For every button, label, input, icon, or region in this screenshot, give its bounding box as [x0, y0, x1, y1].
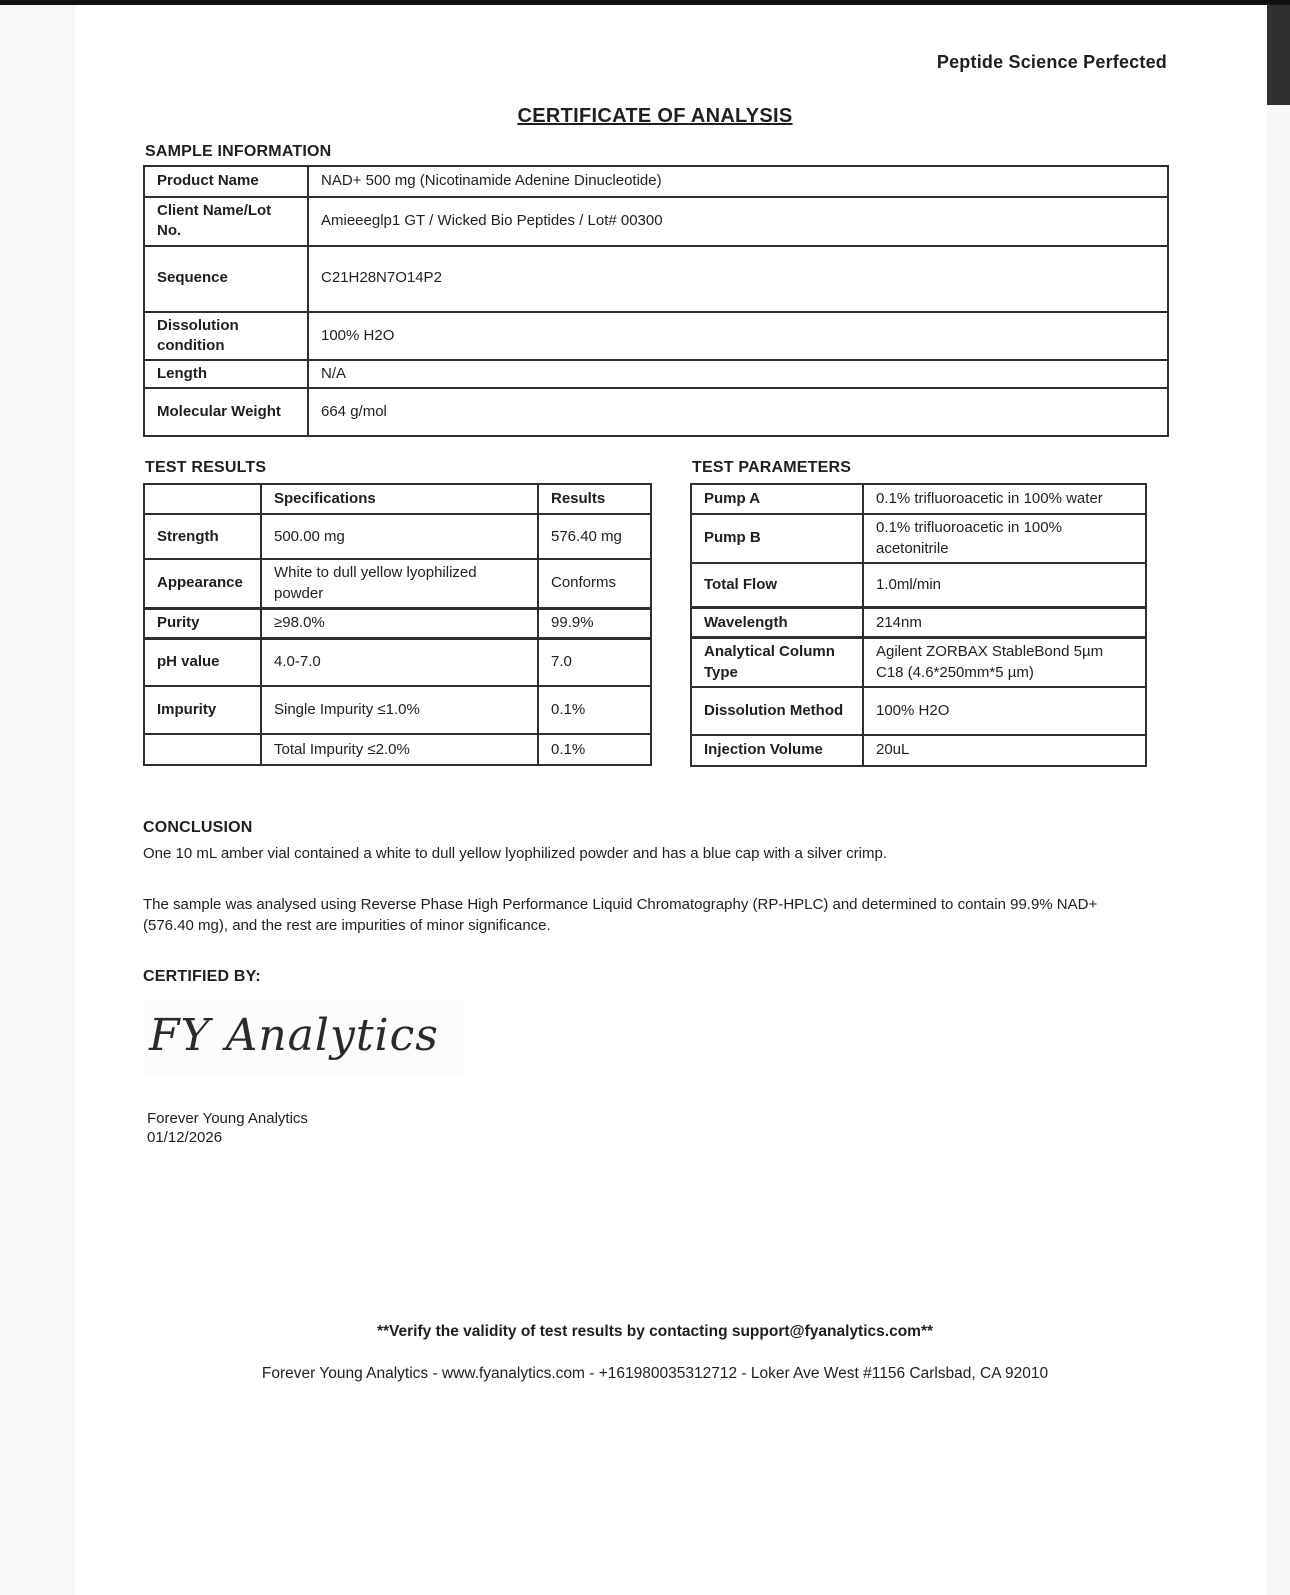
row-label: Molecular Weight — [144, 388, 308, 436]
table-row — [144, 312, 1168, 361]
signature-image: FY Analytics — [145, 1000, 463, 1075]
brand-tagline: Peptide Science Perfected — [936, 52, 1167, 72]
result-cell: 99.9% — [538, 608, 651, 638]
table-row — [144, 608, 651, 638]
table-row — [144, 388, 1168, 436]
sample-information-heading: SAMPLE INFORMATION — [145, 143, 332, 160]
scan-edge-corner — [1267, 5, 1290, 105]
row-label: Total Flow — [691, 563, 863, 608]
table-row — [144, 514, 651, 559]
spec-cell: White to dull yellow lyophilized powder — [261, 559, 538, 608]
row-label: Appearance — [144, 559, 261, 608]
row-value: NAD+ 500 mg (Nicotinamide Adenine Dinucleotide) — [308, 166, 1168, 197]
table-row — [144, 734, 651, 765]
row-label: Purity — [144, 608, 261, 638]
footer-verify-note: **Verify the validity of test results by contacting support@fyanalytics.com** — [376, 1322, 934, 1340]
document-title: CERTIFICATE OF ANALYSIS — [517, 105, 793, 127]
row-label: Impurity — [144, 686, 261, 734]
table-row — [691, 735, 1146, 766]
spec-cell: ≥98.0% — [261, 608, 538, 638]
document-content — [143, 0, 1167, 1383]
row-label: Strength — [144, 514, 261, 559]
spec-cell: Single Impurity ≤1.0% — [261, 686, 538, 734]
row-value: 20uL — [863, 735, 1146, 766]
row-label: Dissolution Method — [691, 687, 863, 735]
result-cell: 576.40 mg — [538, 514, 651, 559]
table-row — [144, 197, 1168, 246]
conclusion-heading: CONCLUSION — [143, 818, 253, 836]
conclusion-section — [143, 819, 1167, 936]
table-header-row — [144, 484, 651, 514]
table-row — [144, 360, 1168, 388]
test-results-block — [143, 459, 650, 767]
header-empty-cell — [144, 484, 261, 514]
row-value: C21H28N7O14P2 — [308, 246, 1168, 312]
test-results-heading: TEST RESULTS — [145, 459, 267, 477]
table-row — [691, 514, 1146, 563]
row-value: 664 g/mol — [308, 388, 1168, 436]
row-value: 100% H2O — [863, 687, 1146, 735]
row-value: Amieeeglp1 GT / Wicked Bio Peptides / Lot# 00300 — [308, 197, 1168, 246]
spec-cell: 500.00 mg — [261, 514, 538, 559]
row-label: Pump A — [691, 484, 863, 514]
signer-company: Forever Young Analytics — [147, 1109, 308, 1127]
conclusion-paragraph: The sample was analysed using Reverse Phase High Performance Liquid Chromatography (RP-HPLC) and determined to contain 99.9% NAD+ (576.40 mg), and the rest are impurities of minor significance. — [143, 895, 1098, 934]
sample-information-table — [143, 165, 1169, 437]
certified-by-heading: CERTIFIED BY: — [143, 967, 261, 985]
column-header: Results — [538, 484, 651, 514]
table-row — [691, 638, 1146, 687]
signer-block — [147, 1109, 1167, 1148]
result-cell: 0.1% — [538, 686, 651, 734]
row-value: Agilent ZORBAX StableBond 5µm C18 (4.6*250mm*5 µm) — [863, 638, 1146, 687]
table-row — [691, 484, 1146, 514]
table-row — [144, 638, 651, 686]
table-row — [144, 166, 1168, 197]
test-section — [143, 459, 1167, 767]
scan-edge-left — [0, 5, 75, 1595]
row-label: Wavelength — [691, 608, 863, 638]
table-row — [691, 687, 1146, 735]
row-label: Sequence — [144, 246, 308, 312]
row-label: Injection Volume — [691, 735, 863, 766]
footer-contact-line: Forever Young Analytics - www.fyanalytics.com - +161980035312712 - Loker Ave West #1156 Carlsbad, CA 92010 — [261, 1364, 1049, 1382]
row-label: Product Name — [144, 166, 308, 197]
row-value: N/A — [308, 360, 1168, 388]
row-label: Dissolution condition — [144, 312, 308, 361]
table-row — [144, 686, 651, 734]
row-label — [144, 734, 261, 765]
table-row — [144, 559, 651, 608]
row-value: 214nm — [863, 608, 1146, 638]
row-label: Length — [144, 360, 308, 388]
test-parameters-heading: TEST PARAMETERS — [692, 459, 852, 477]
result-cell: Conforms — [538, 559, 651, 608]
scan-edge-right — [1267, 5, 1290, 1595]
signature-date: 01/12/2026 — [147, 1129, 223, 1147]
row-value: 1.0ml/min — [863, 563, 1146, 608]
row-label: pH value — [144, 638, 261, 686]
result-cell: 7.0 — [538, 638, 651, 686]
test-results-table — [143, 483, 652, 766]
table-row — [691, 563, 1146, 608]
row-label: Client Name/Lot No. — [144, 197, 308, 246]
row-value: 0.1% trifluoroacetic in 100% water — [863, 484, 1146, 514]
spec-cell: Total Impurity ≤2.0% — [261, 734, 538, 765]
spec-cell: 4.0-7.0 — [261, 638, 538, 686]
table-row — [144, 246, 1168, 312]
result-cell: 0.1% — [538, 734, 651, 765]
row-label: Pump B — [691, 514, 863, 563]
test-parameters-table — [690, 483, 1147, 767]
table-row — [691, 608, 1146, 638]
column-header: Specifications — [261, 484, 538, 514]
row-value: 100% H2O — [308, 312, 1168, 361]
row-label: Analytical Column Type — [691, 638, 863, 687]
conclusion-paragraph: One 10 mL amber vial contained a white to dull yellow lyophilized powder and has a blue cap with a silver crimp. — [143, 844, 888, 862]
row-value: 0.1% trifluoroacetic in 100% acetonitrile — [863, 514, 1146, 563]
test-parameters-block — [690, 459, 1145, 767]
